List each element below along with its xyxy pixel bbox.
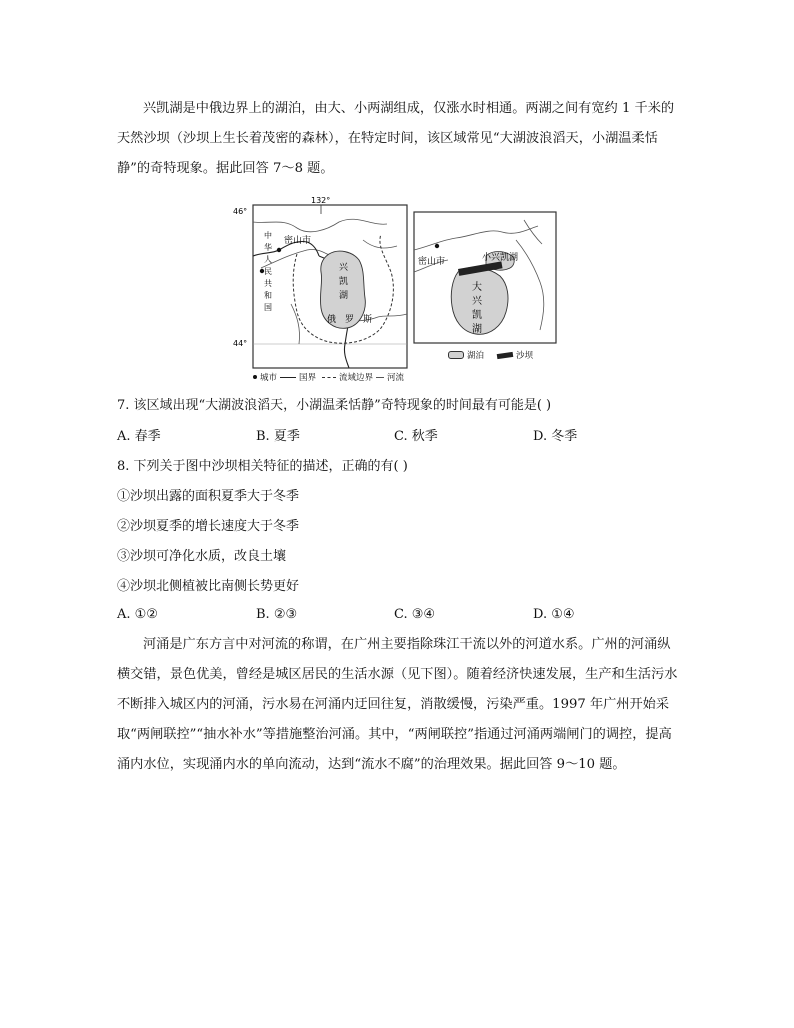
city-legend-icon <box>253 375 257 379</box>
lake-label-0: 兴 <box>339 263 349 273</box>
border-legend-icon <box>280 377 296 378</box>
lat-top-label: 46° <box>233 207 248 216</box>
legend-dam: 沙坝 <box>516 351 534 361</box>
q8-statement-3: ③沙坝可净化水质，改良土壤 <box>117 549 287 564</box>
q8-option-b[interactable]: B. ②③ <box>256 607 298 622</box>
country-ru-label: 俄 罗 斯 <box>327 315 373 325</box>
city-dot <box>277 248 281 252</box>
city-label-right: 密山市 <box>418 257 446 267</box>
q7-option-c[interactable]: C. 秋季 <box>394 429 438 444</box>
q8-statement-1: ①沙坝出露的面积夏季大于冬季 <box>117 489 300 504</box>
lake-label-2: 湖 <box>339 291 349 301</box>
map-right <box>412 210 558 345</box>
legend-lake: 湖泊 <box>467 351 485 361</box>
country-cn-3: 民 <box>264 267 272 276</box>
country-cn-0: 中 <box>264 231 272 240</box>
q7-option-b[interactable]: B. 夏季 <box>256 429 300 444</box>
legend-basin: 流域边界 <box>339 373 374 383</box>
basin-legend-icon <box>322 377 336 378</box>
legend-left <box>253 371 404 383</box>
q8-option-a[interactable]: A. ①② <box>117 607 158 622</box>
legend-city: 城市 <box>260 373 278 383</box>
big-lake-label-0: 大 <box>472 282 482 293</box>
q7-option-a[interactable]: A. 春季 <box>117 429 161 444</box>
legend-river: 河流 <box>387 373 405 383</box>
big-lake-label-3: 湖 <box>472 324 482 335</box>
country-cn-5: 和 <box>264 291 272 300</box>
q8-stem: 8. 下列关于图中沙坝相关特征的描述，正确的有( ) <box>117 459 408 474</box>
legend-right <box>448 349 533 361</box>
big-lake-label-1: 兴 <box>472 296 482 307</box>
map-left <box>231 194 416 384</box>
small-lake-label: 小兴凯湖 <box>482 253 519 263</box>
dam-legend-icon <box>497 351 514 358</box>
lon-label: 132° <box>311 196 331 205</box>
lake-legend-icon <box>448 351 464 359</box>
country-cn-2: 人 <box>264 255 272 264</box>
q8-option-c[interactable]: C. ③④ <box>394 607 436 622</box>
country-cn-1: 华 <box>264 243 272 252</box>
q7-option-d[interactable]: D. 冬季 <box>533 429 578 444</box>
legend-border: 国界 <box>299 373 317 383</box>
q8-statement-4: ④沙坝北侧植被比南侧长势更好 <box>117 579 300 594</box>
lat-bottom-label: 44° <box>233 339 248 348</box>
q8-option-d[interactable]: D. ①④ <box>533 607 575 622</box>
big-lake-label-2: 凯 <box>472 310 482 321</box>
passage-guangzhou: 河涌是广东方言中对河流的称谓，在广州主要指除珠江干流以外的河道水系。广州的河涌纵横交错，景色优美，曾经是城区居民的生活水源（见下图）。随着经济快速发展，生产和生活污水不断排入城区内的河涌，污水易在河涌内迂回往复，消散缓慢，污染严重。1997 年广州开始采取“两闸联控”“抽水补水”等措施整治河涌。其中，“两闸联控”指通过河涌两端闸门的调控，提高涌内水位，实现涌内水的单向流动，达到“流水不腐”的治理效果。据此回答 9～10 题。 <box>117 637 678 772</box>
lake-label-1: 凯 <box>339 277 349 287</box>
country-cn-4: 共 <box>264 279 272 288</box>
q7-stem: 7. 该区域出现“大湖波浪滔天，小湖温柔恬静”奇特现象的时间最有可能是( ) <box>117 398 552 413</box>
river-legend-icon <box>376 377 384 378</box>
passage-xingkai: 兴凯湖是中俄边界上的湖泊，由大、小两湖组成，仅涨水时相通。两湖之间有宽约 1 千米的天然沙坝（沙坝上生长着茂密的森林），在特定时间，该区域常见“大湖波浪滔天，小湖温柔恬静”的奇特现象。据此回答 7～8 题。 <box>117 101 675 176</box>
city-label: 密山市 <box>284 236 312 246</box>
q8-statement-2: ②沙坝夏季的增长速度大于冬季 <box>117 519 300 534</box>
country-cn-6: 国 <box>264 303 272 312</box>
